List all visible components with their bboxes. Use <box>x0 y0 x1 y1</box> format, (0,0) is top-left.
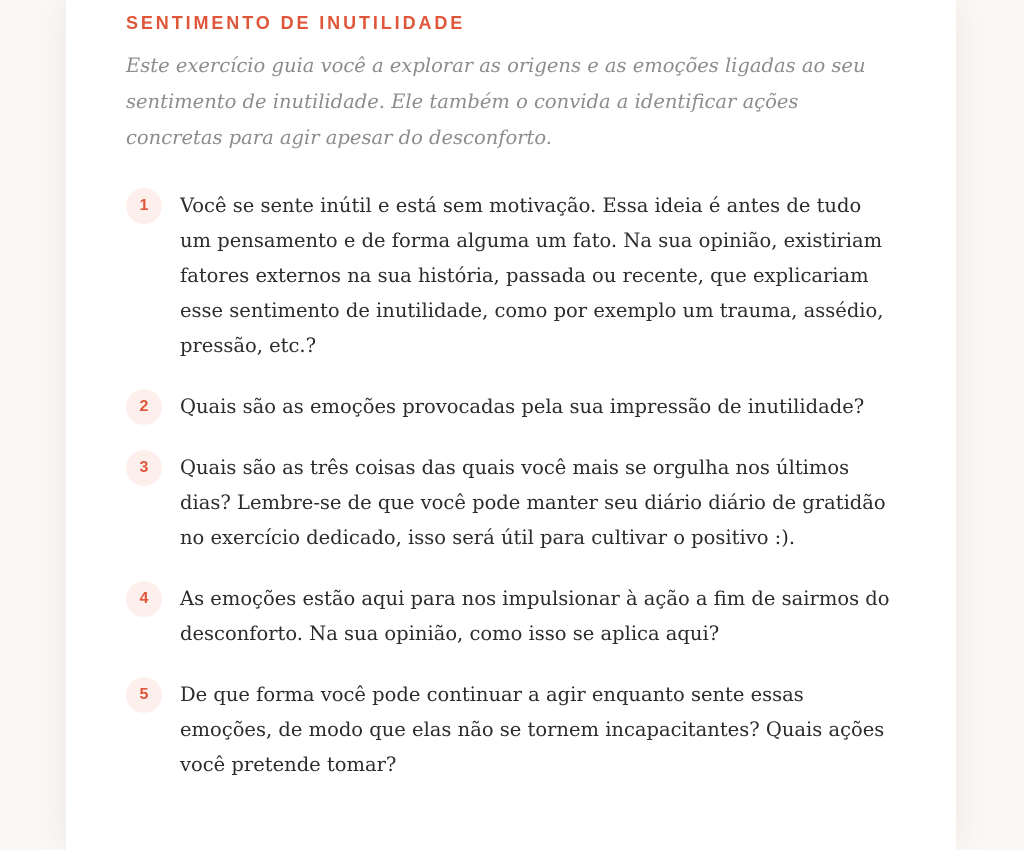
step-question: De que forma você pode continuar a agir enquanto sente essas emoções, de modo que elas não se tornem incapacitantes? Quais ações você pretende tomar? <box>180 683 885 776</box>
exercise-content <box>126 10 906 808</box>
step-number-badge: 2 <box>126 389 162 425</box>
step-question: Quais são as emoções provocadas pela sua impressão de inutilidade? <box>180 395 865 418</box>
step-question: Quais são as três coisas das quais você mais se orgulha nos últimos dias? Lembre-se de que você pode manter seu diário diário de gratidão no exercício dedicado, isso será útil para cultivar o positivo :). <box>180 456 886 549</box>
step-number-badge: 3 <box>126 450 162 486</box>
exercise-card <box>66 0 956 850</box>
step-item <box>126 389 906 424</box>
step-question: As emoções estão aqui para nos impulsionar à ação a fim de sairmos do desconforto. Na sua opinião, como isso se aplica aqui? <box>180 587 890 645</box>
step-item <box>126 677 906 782</box>
exercise-intro: Este exercício guia você a explorar as origens e as emoções ligadas ao seu sentimento de inutilidade. Ele também o convida a identificar ações concretas para agir apesar do desconforto. <box>126 54 866 149</box>
step-number-badge: 5 <box>126 677 162 713</box>
steps-list <box>126 188 906 782</box>
step-number-badge: 1 <box>126 188 162 224</box>
step-question: Você se sente inútil e está sem motivação. Essa ideia é antes de tudo um pensamento e de forma alguma um fato. Na sua opinião, existiriam fatores externos na sua história, passada ou recente, que explicariam esse sentimento de inutilidade, como por exemplo um trauma, assédio, pressão, etc.? <box>180 194 884 357</box>
step-item <box>126 450 906 555</box>
step-item <box>126 581 906 651</box>
step-item <box>126 188 906 363</box>
step-number-badge: 4 <box>126 581 162 617</box>
exercise-title: SENTIMENTO DE INUTILIDADE <box>126 13 466 33</box>
